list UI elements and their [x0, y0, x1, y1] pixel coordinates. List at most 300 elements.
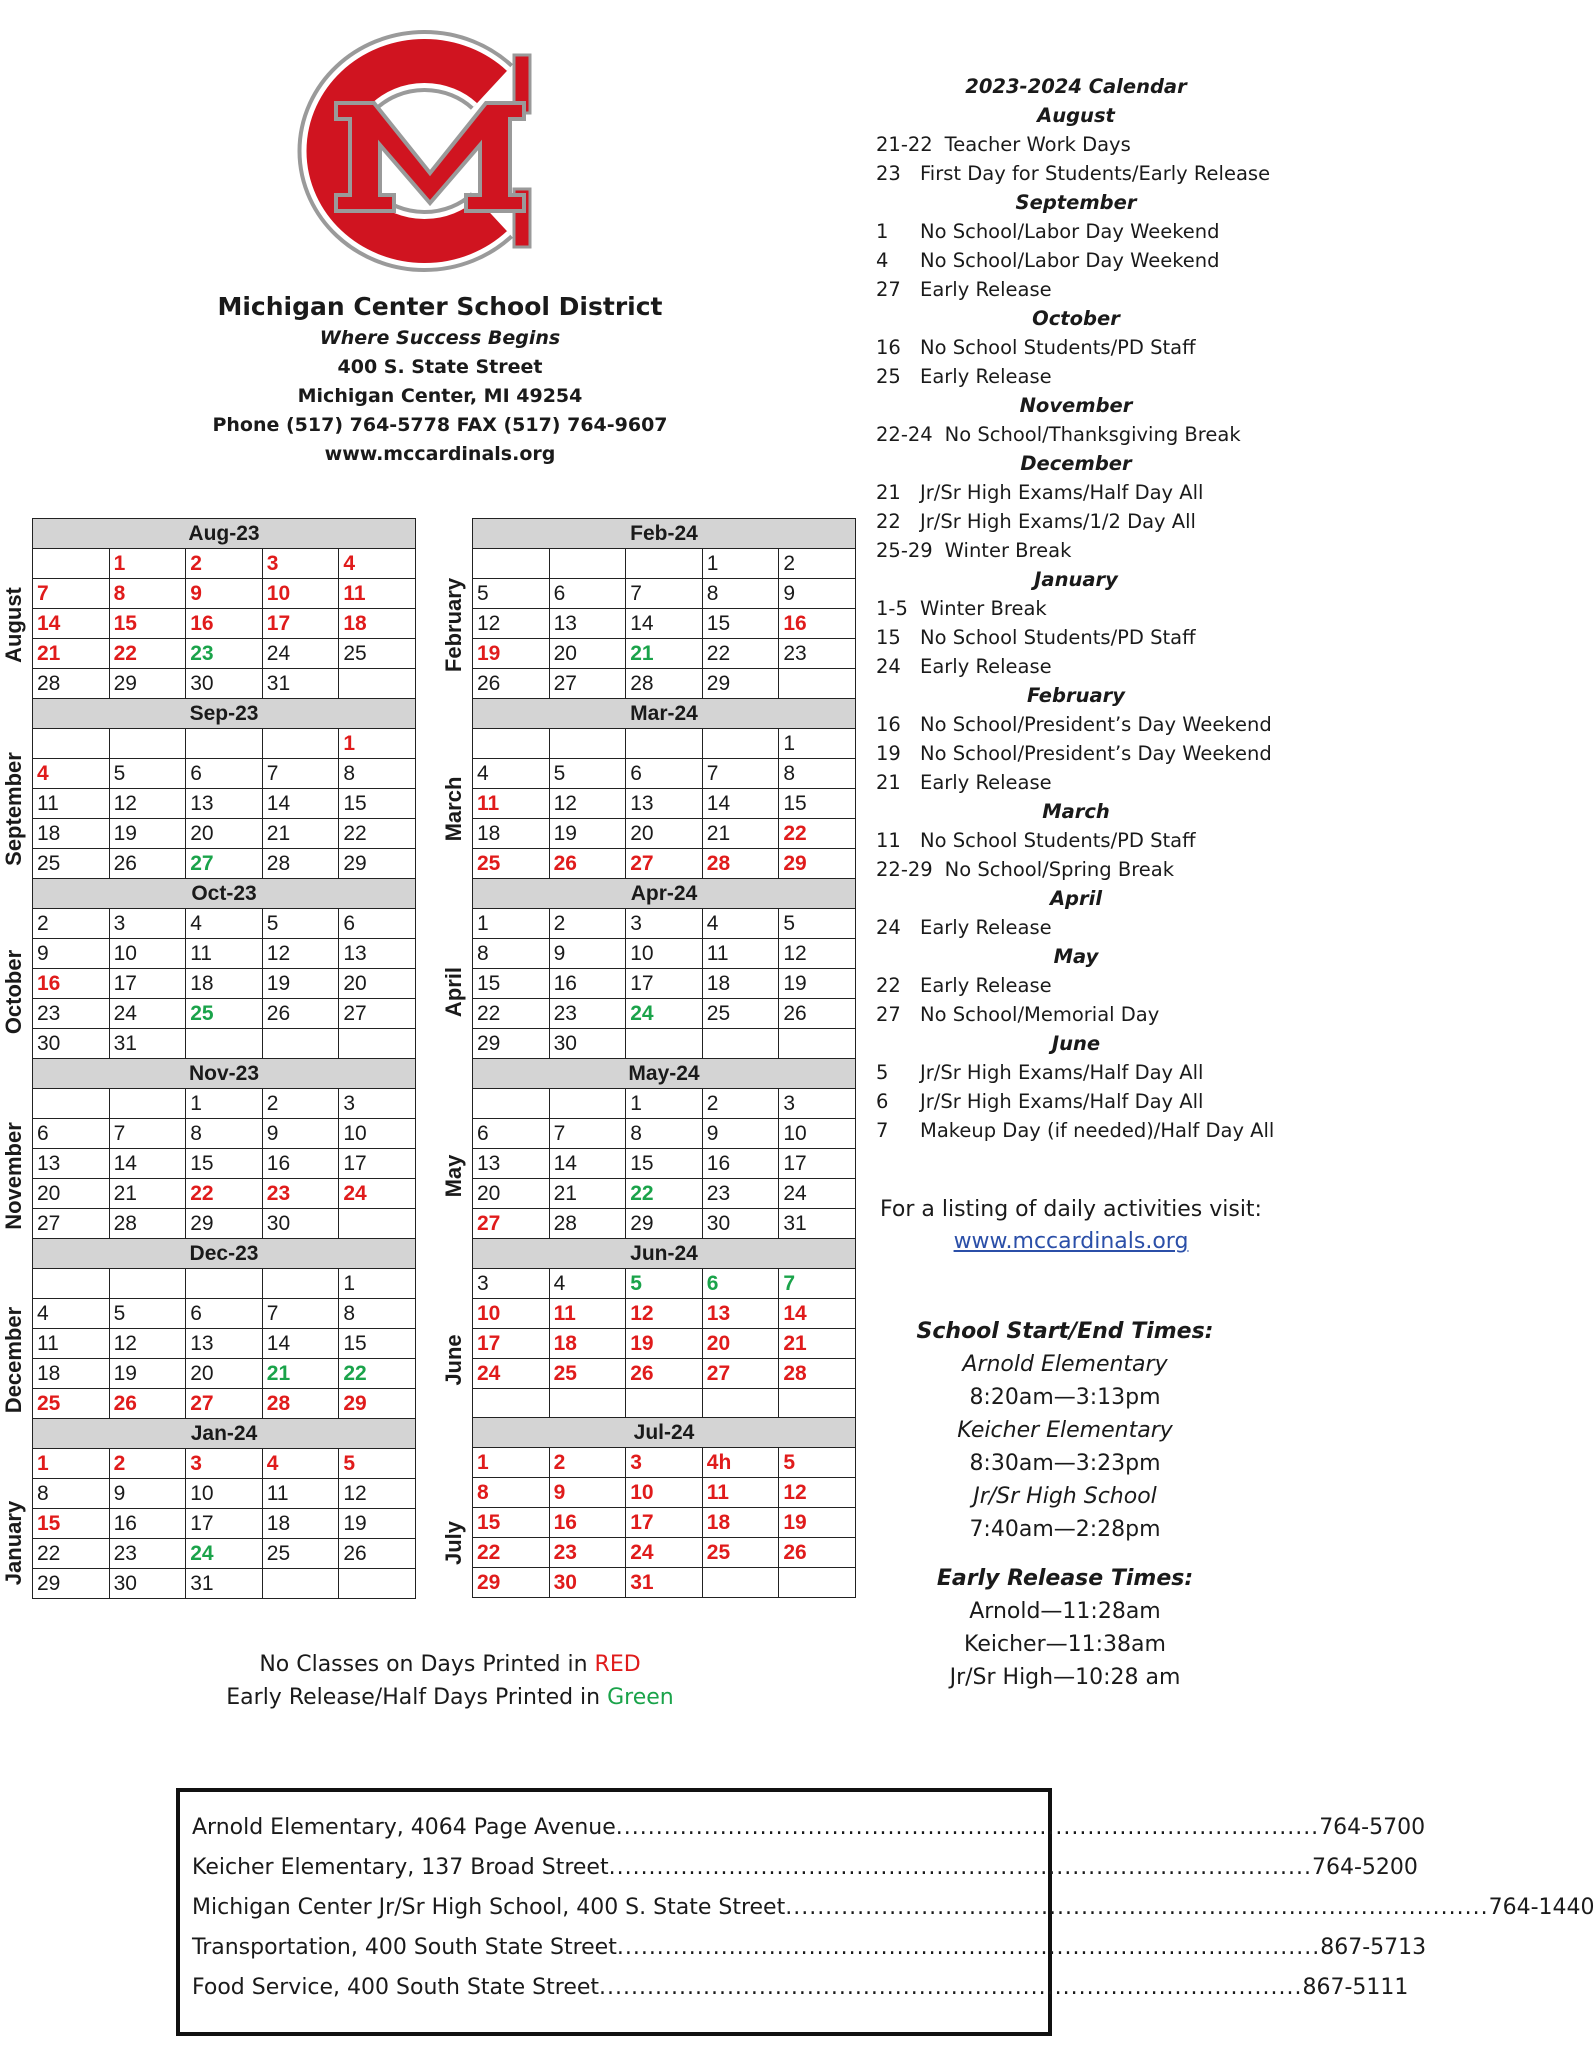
- day-cell: 4h: [702, 1448, 779, 1478]
- event-description: First Day for Students/Early Release: [920, 162, 1271, 185]
- district-phone: Phone (517) 764-5778 FAX (517) 764-9607: [212, 414, 668, 436]
- day-cell: 2: [262, 1089, 339, 1119]
- day-cell: 25: [339, 639, 416, 669]
- day-cell: 12: [262, 939, 339, 969]
- week-row: [33, 579, 416, 609]
- day-cell: 30: [549, 1029, 626, 1059]
- month-header-row: [33, 699, 416, 729]
- event-date: 21: [876, 481, 901, 504]
- week-row: [33, 729, 416, 759]
- day-cell: 10: [109, 939, 186, 969]
- day-cell: 1: [473, 909, 550, 939]
- day-cell: [33, 1089, 110, 1119]
- event-date: 21-22: [876, 133, 933, 156]
- events-title: 2023-2024 Calendar: [965, 75, 1187, 98]
- school-hours: 7:40am—2:28pm: [969, 1517, 1161, 1542]
- day-cell: 11: [702, 1478, 779, 1508]
- event-month-heading: January: [1034, 568, 1118, 591]
- day-cell: [779, 1389, 856, 1418]
- event-item: [876, 1058, 1296, 1087]
- day-cell: 17: [109, 969, 186, 999]
- week-row: [473, 1508, 856, 1538]
- calendar-right-column: [472, 518, 856, 1598]
- month-side-label: June: [441, 1333, 466, 1386]
- day-cell: 12: [779, 939, 856, 969]
- day-cell: 2: [702, 1089, 779, 1119]
- week-row: [473, 1389, 856, 1418]
- day-cell: 15: [702, 609, 779, 639]
- day-cell: 20: [702, 1329, 779, 1359]
- day-cell: 7: [779, 1269, 856, 1299]
- day-cell: [473, 1389, 550, 1418]
- event-description: Jr/Sr High Exams/Half Day All: [920, 1061, 1204, 1084]
- day-cell: 23: [33, 999, 110, 1029]
- day-cell: 9: [779, 579, 856, 609]
- day-cell: 11: [339, 579, 416, 609]
- day-cell: 29: [702, 669, 779, 699]
- day-cell: [186, 1269, 263, 1299]
- month-header: Mar-24: [473, 699, 856, 729]
- day-cell: 22: [109, 639, 186, 669]
- week-row: [33, 669, 416, 699]
- event-date: 16: [876, 336, 901, 359]
- day-cell: 25: [702, 999, 779, 1029]
- day-cell: 19: [109, 819, 186, 849]
- month-header-row: [473, 879, 856, 909]
- day-cell: 11: [33, 789, 110, 819]
- day-cell: [549, 729, 626, 759]
- day-cell: 27: [702, 1359, 779, 1389]
- event-item: [876, 275, 1296, 304]
- event-date: 11: [876, 829, 901, 852]
- day-cell: 28: [702, 849, 779, 879]
- day-cell: 27: [339, 999, 416, 1029]
- week-row: [33, 789, 416, 819]
- day-cell: 16: [702, 1149, 779, 1179]
- mc-logo: [296, 45, 564, 257]
- event-date: 1: [876, 220, 889, 243]
- event-description: Early Release: [920, 916, 1052, 939]
- event-item: [876, 159, 1296, 188]
- school-name: Arnold Elementary: [962, 1352, 1168, 1377]
- week-row: [473, 1359, 856, 1389]
- week-row: [473, 1119, 856, 1149]
- contact-row: [192, 1848, 1418, 1888]
- week-row: [33, 1449, 416, 1479]
- day-cell: 17: [339, 1149, 416, 1179]
- day-cell: 31: [262, 669, 339, 699]
- event-item: [876, 1000, 1296, 1029]
- day-cell: 10: [473, 1299, 550, 1329]
- week-row: [33, 999, 416, 1029]
- event-month-heading: September: [1015, 191, 1137, 214]
- week-row: [33, 1119, 416, 1149]
- event-date: 1-5: [876, 597, 908, 620]
- event-date: 22-24: [876, 423, 933, 446]
- day-cell: 30: [109, 1569, 186, 1599]
- week-row: [33, 1029, 416, 1059]
- day-cell: 19: [109, 1359, 186, 1389]
- day-cell: 24: [626, 999, 703, 1029]
- week-row: [473, 969, 856, 999]
- event-item: [876, 710, 1296, 739]
- day-cell: 22: [626, 1179, 703, 1209]
- day-cell: 8: [33, 1479, 110, 1509]
- event-description: Jr/Sr High Exams/1/2 Day All: [920, 510, 1196, 533]
- day-cell: 15: [339, 789, 416, 819]
- day-cell: 16: [186, 609, 263, 639]
- day-cell: [33, 729, 110, 759]
- start-end-heading: School Start/End Times:: [916, 1319, 1214, 1344]
- day-cell: 8: [339, 1299, 416, 1329]
- week-row: [473, 1149, 856, 1179]
- week-row: [473, 939, 856, 969]
- day-cell: 21: [262, 1359, 339, 1389]
- day-cell: [779, 1568, 856, 1598]
- day-cell: 28: [626, 669, 703, 699]
- day-cell: 15: [473, 1508, 550, 1538]
- event-description: Jr/Sr High Exams/Half Day All: [920, 481, 1204, 504]
- day-cell: 16: [549, 1508, 626, 1538]
- day-cell: 1: [779, 729, 856, 759]
- day-cell: 3: [109, 909, 186, 939]
- contact-phone: 867-5713: [1320, 1935, 1427, 1960]
- month-header: May-24: [473, 1059, 856, 1089]
- day-cell: [109, 1269, 186, 1299]
- event-item: [876, 333, 1296, 362]
- school-times: [880, 1315, 1250, 1694]
- day-cell: [339, 1569, 416, 1599]
- school-name: Jr/Sr High School: [973, 1484, 1157, 1509]
- week-row: [473, 1478, 856, 1508]
- event-item: [876, 1087, 1296, 1116]
- event-description: Early Release: [920, 365, 1052, 388]
- day-cell: 30: [186, 669, 263, 699]
- month-header: Nov-23: [33, 1059, 416, 1089]
- day-cell: 9: [549, 1478, 626, 1508]
- day-cell: 3: [473, 1269, 550, 1299]
- day-cell: 31: [779, 1209, 856, 1239]
- contact-label: Michigan Center Jr/Sr High School, 400 S. State Street: [192, 1895, 786, 1920]
- event-description: No School/Memorial Day: [920, 1003, 1160, 1026]
- week-row: [473, 609, 856, 639]
- week-row: [473, 1568, 856, 1598]
- day-cell: 22: [473, 1538, 550, 1568]
- week-row: [473, 819, 856, 849]
- day-cell: 13: [549, 609, 626, 639]
- day-cell: 25: [473, 849, 550, 879]
- day-cell: 2: [779, 549, 856, 579]
- district-name: Michigan Center School District: [217, 292, 663, 321]
- month-header-row: [33, 1059, 416, 1089]
- day-cell: 19: [626, 1329, 703, 1359]
- day-cell: 18: [473, 819, 550, 849]
- day-cell: 14: [779, 1299, 856, 1329]
- events-list: [876, 72, 1296, 1145]
- event-description: No School/Labor Day Weekend: [920, 249, 1220, 272]
- month-header-row: [473, 519, 856, 549]
- day-cell: 14: [109, 1149, 186, 1179]
- day-cell: [702, 1568, 779, 1598]
- day-cell: 18: [33, 819, 110, 849]
- day-cell: [626, 729, 703, 759]
- contacts-box: [176, 1788, 1595, 2036]
- contact-phone: 764-5700: [1319, 1815, 1426, 1840]
- day-cell: 5: [473, 579, 550, 609]
- contact-row: [192, 1808, 1426, 1848]
- week-row: [33, 909, 416, 939]
- day-cell: [702, 1389, 779, 1418]
- day-cell: 14: [626, 609, 703, 639]
- day-cell: [549, 549, 626, 579]
- day-cell: 23: [549, 1538, 626, 1568]
- day-cell: 12: [626, 1299, 703, 1329]
- day-cell: 22: [779, 819, 856, 849]
- day-cell: 27: [186, 1389, 263, 1419]
- day-cell: 5: [626, 1269, 703, 1299]
- day-cell: 25: [33, 849, 110, 879]
- day-cell: 22: [339, 819, 416, 849]
- dot-leader: ........................................................................................: [599, 1975, 1303, 2000]
- day-cell: 25: [33, 1389, 110, 1419]
- day-cell: 8: [626, 1119, 703, 1149]
- event-date: 27: [876, 1003, 901, 1026]
- event-item: [876, 362, 1296, 391]
- event-month-heading: August: [1037, 104, 1115, 127]
- week-row: [473, 849, 856, 879]
- day-cell: 3: [186, 1449, 263, 1479]
- event-description: No School/Labor Day Weekend: [920, 220, 1220, 243]
- week-row: [473, 549, 856, 579]
- month-side-label: November: [1, 1122, 26, 1230]
- day-cell: 24: [626, 1538, 703, 1568]
- day-cell: 29: [109, 669, 186, 699]
- day-cell: [262, 1569, 339, 1599]
- day-cell: 15: [339, 1329, 416, 1359]
- event-description: Winter Break: [944, 539, 1072, 562]
- day-cell: 23: [109, 1539, 186, 1569]
- day-cell: 26: [339, 1539, 416, 1569]
- week-row: [473, 1448, 856, 1478]
- day-cell: 25: [262, 1539, 339, 1569]
- day-cell: 31: [186, 1569, 263, 1599]
- day-cell: [33, 1269, 110, 1299]
- day-cell: 22: [339, 1359, 416, 1389]
- event-month-heading: October: [1032, 307, 1120, 330]
- week-row: [473, 1209, 856, 1239]
- day-cell: 13: [33, 1149, 110, 1179]
- day-cell: 8: [779, 759, 856, 789]
- school-hours: 8:20am—3:13pm: [969, 1385, 1161, 1410]
- day-cell: 17: [626, 1508, 703, 1538]
- contact-row: [192, 1888, 1595, 1928]
- month-header-row: [33, 879, 416, 909]
- day-cell: 29: [186, 1209, 263, 1239]
- day-cell: 1: [702, 549, 779, 579]
- day-cell: 28: [109, 1209, 186, 1239]
- week-row: [33, 1539, 416, 1569]
- day-cell: 6: [186, 1299, 263, 1329]
- day-cell: 24: [262, 639, 339, 669]
- event-date: 25: [876, 365, 901, 388]
- day-cell: 21: [549, 1179, 626, 1209]
- event-date: 16: [876, 713, 901, 736]
- day-cell: 8: [186, 1119, 263, 1149]
- month-side-label: September: [1, 751, 26, 866]
- day-cell: 21: [702, 819, 779, 849]
- week-row: [473, 909, 856, 939]
- day-cell: [626, 549, 703, 579]
- day-cell: 7: [109, 1119, 186, 1149]
- day-cell: 30: [33, 1029, 110, 1059]
- day-cell: 11: [473, 789, 550, 819]
- day-cell: 17: [626, 969, 703, 999]
- day-cell: 8: [339, 759, 416, 789]
- day-cell: 14: [262, 789, 339, 819]
- calendar-grid-right: [472, 518, 856, 1598]
- event-description: No School/Thanksgiving Break: [944, 423, 1241, 446]
- day-cell: 4: [186, 909, 263, 939]
- day-cell: 24: [109, 999, 186, 1029]
- contact-phone: 764-1440: [1488, 1895, 1595, 1920]
- day-cell: 28: [779, 1359, 856, 1389]
- contact-label: Transportation, 400 South State Street: [192, 1935, 617, 1960]
- district-website: www.mccardinals.org: [324, 443, 556, 465]
- day-cell: 4: [473, 759, 550, 789]
- day-cell: 19: [339, 1509, 416, 1539]
- day-cell: 3: [779, 1089, 856, 1119]
- day-cell: 21: [779, 1329, 856, 1359]
- day-cell: 4: [549, 1269, 626, 1299]
- day-cell: 1: [473, 1448, 550, 1478]
- day-cell: 29: [626, 1209, 703, 1239]
- day-cell: 5: [262, 909, 339, 939]
- district-header: [200, 290, 680, 469]
- day-cell: 16: [33, 969, 110, 999]
- day-cell: 12: [109, 789, 186, 819]
- day-cell: 12: [473, 609, 550, 639]
- day-cell: 25: [186, 999, 263, 1029]
- day-cell: [702, 1029, 779, 1059]
- month-header-row: [473, 1059, 856, 1089]
- day-cell: 5: [109, 759, 186, 789]
- month-side-label: August: [1, 587, 26, 663]
- event-item: [876, 652, 1296, 681]
- day-cell: 2: [109, 1449, 186, 1479]
- week-row: [33, 819, 416, 849]
- day-cell: 9: [186, 579, 263, 609]
- event-description: Makeup Day (if needed)/Half Day All: [920, 1119, 1275, 1142]
- day-cell: 2: [549, 1448, 626, 1478]
- event-item: [876, 420, 1296, 449]
- day-cell: 17: [262, 609, 339, 639]
- early-release-time: Arnold—11:28am: [969, 1599, 1161, 1624]
- event-item: [876, 594, 1296, 623]
- month-side-label: February: [441, 578, 466, 673]
- day-cell: 1: [186, 1089, 263, 1119]
- week-row: [473, 1089, 856, 1119]
- legend-green-text: Early Release/Half Days Printed in: [226, 1685, 608, 1710]
- event-description: Early Release: [920, 655, 1052, 678]
- event-item: [876, 130, 1296, 159]
- day-cell: 27: [186, 849, 263, 879]
- week-row: [33, 1299, 416, 1329]
- day-cell: 18: [549, 1329, 626, 1359]
- school-hours: 8:30am—3:23pm: [969, 1451, 1161, 1476]
- week-row: [33, 1569, 416, 1599]
- event-description: No School/President’s Day Weekend: [920, 742, 1272, 765]
- month-header: Jun-24: [473, 1239, 856, 1269]
- day-cell: 21: [626, 639, 703, 669]
- month-side-label: April: [441, 967, 466, 1018]
- day-cell: 2: [549, 909, 626, 939]
- day-cell: 15: [473, 969, 550, 999]
- school-name: Keicher Elementary: [957, 1418, 1173, 1443]
- day-cell: 22: [186, 1179, 263, 1209]
- day-cell: 13: [626, 789, 703, 819]
- day-cell: 16: [779, 609, 856, 639]
- day-cell: 27: [473, 1209, 550, 1239]
- event-date: 22: [876, 510, 901, 533]
- day-cell: 1: [33, 1449, 110, 1479]
- legend-green-word: Green: [607, 1685, 674, 1710]
- day-cell: 7: [549, 1119, 626, 1149]
- day-cell: 16: [262, 1149, 339, 1179]
- event-date: 6: [876, 1090, 889, 1113]
- day-cell: 3: [339, 1089, 416, 1119]
- week-row: [473, 639, 856, 669]
- day-cell: 13: [702, 1299, 779, 1329]
- day-cell: 7: [33, 579, 110, 609]
- week-row: [473, 579, 856, 609]
- month-side-label: December: [1, 1306, 26, 1413]
- week-row: [33, 969, 416, 999]
- day-cell: 6: [186, 759, 263, 789]
- day-cell: 20: [186, 1359, 263, 1389]
- event-date: 23: [876, 162, 901, 185]
- visit-text: For a listing of daily activities visit:: [880, 1197, 1262, 1222]
- day-cell: 5: [109, 1299, 186, 1329]
- week-row: [473, 729, 856, 759]
- day-cell: 4: [33, 1299, 110, 1329]
- dot-leader: ........................................................................................: [616, 1935, 1321, 1960]
- day-cell: 26: [626, 1359, 703, 1389]
- day-cell: [33, 549, 110, 579]
- event-date: 15: [876, 626, 901, 649]
- event-description: Teacher Work Days: [944, 133, 1131, 156]
- day-cell: 15: [779, 789, 856, 819]
- week-row: [33, 1149, 416, 1179]
- day-cell: [262, 1029, 339, 1059]
- day-cell: 22: [473, 999, 550, 1029]
- day-cell: 5: [339, 1449, 416, 1479]
- day-cell: 24: [339, 1179, 416, 1209]
- website-link[interactable]: www.mccardinals.org: [953, 1229, 1189, 1254]
- week-row: [33, 1329, 416, 1359]
- day-cell: 16: [109, 1509, 186, 1539]
- calendar-left-column: [32, 518, 416, 1599]
- day-cell: 9: [33, 939, 110, 969]
- day-cell: 9: [109, 1479, 186, 1509]
- day-cell: 8: [702, 579, 779, 609]
- day-cell: 10: [186, 1479, 263, 1509]
- week-row: [33, 759, 416, 789]
- day-cell: 5: [779, 1448, 856, 1478]
- event-month-heading: February: [1027, 684, 1125, 707]
- week-row: [33, 1269, 416, 1299]
- event-date: 24: [876, 916, 901, 939]
- day-cell: 9: [262, 1119, 339, 1149]
